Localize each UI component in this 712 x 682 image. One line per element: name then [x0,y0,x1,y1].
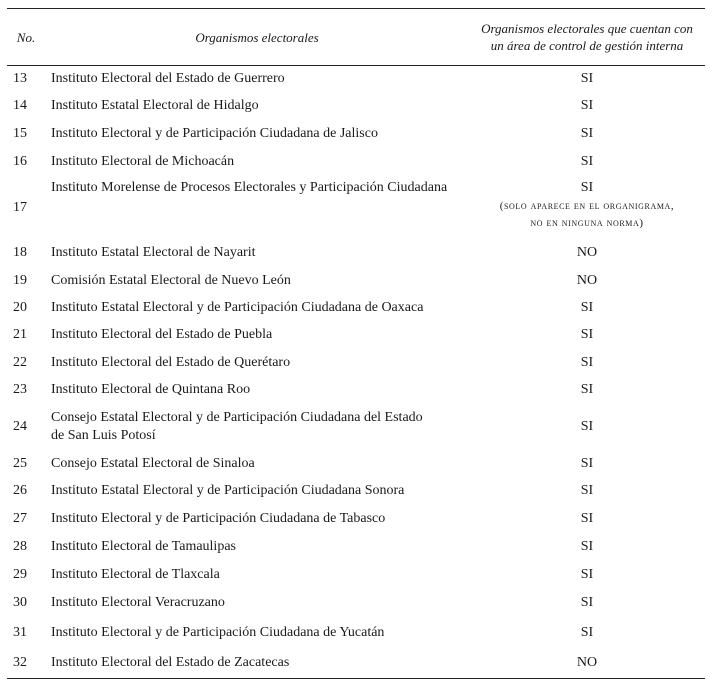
table-row [7,93,705,120]
header-area-line-1: Organismos electorales que cuentan con [481,21,693,36]
organism-name [45,533,469,561]
control-area-value [469,93,705,120]
footnote-line-2: no en ninguna norma) [530,216,644,229]
organism-name-line-1: Instituto Electoral de Tamaulipas [51,538,236,554]
table-row [7,648,705,679]
row-number: 14 [13,98,27,113]
organism-name-line-1: Instituto Electoral del Estado de Querétaro [51,354,291,370]
row-number: 17 [13,199,27,215]
organism-name [45,176,469,240]
organism-name [45,349,469,377]
header-organismos: Organismos electorales [195,29,319,45]
organism-name [45,240,469,267]
control-area-value [469,148,705,176]
control-area-answer: SI [580,98,594,113]
organism-name-line-1: Instituto Estatal Electoral de Hidalgo [51,98,259,113]
organism-name [45,377,469,404]
table-row [7,148,705,176]
row-number: 18 [13,245,27,260]
table-row [7,533,705,561]
row-number: 16 [13,153,27,169]
control-area-value [469,120,705,148]
row-number: 28 [13,538,27,554]
organism-name [45,648,469,679]
row-number: 25 [13,455,27,471]
organism-name-line-1: Instituto Electoral del Estado de Zacatecas [51,654,290,670]
table-row [7,589,705,618]
table-header [7,9,705,66]
electoral-bodies-table [7,8,705,679]
table-row [7,377,705,404]
control-area-value [469,267,705,295]
table-row [7,404,705,450]
table-row [7,295,705,322]
table-row [7,450,705,478]
organism-name-line-1: Instituto Electoral y de Participación Ciudadana de Tabasco [51,510,386,526]
control-area-value [469,648,705,679]
row-number: 20 [13,300,27,315]
control-area-value [469,561,705,589]
organism-name [45,66,469,93]
organism-name-line-1: Instituto Estatal Electoral de Nayarit [51,245,256,260]
organism-name [45,322,469,349]
table-row [7,66,705,93]
table-row [7,267,705,295]
row-number: 31 [13,624,27,640]
control-area-value [469,322,705,349]
control-area-answer: SI [580,125,594,141]
control-area-answer: SI [580,566,594,582]
organism-name [45,120,469,148]
organism-name-line-1: Instituto Estatal Electoral y de Participación Ciudadana de Oaxaca [51,300,424,315]
organism-name-line-1: Instituto Estatal Electoral y de Participación Ciudadana Sonora [51,483,405,498]
control-area-value [469,295,705,322]
organism-name-line-1: Instituto Electoral y de Participación Ciudadana de Jalisco [51,125,378,141]
table-row [7,240,705,267]
control-area-answer: SI [580,300,594,315]
table-row [7,505,705,533]
control-area-value [469,349,705,377]
organism-name-line-2: de San Luis Potosí [51,427,156,443]
organism-name [45,148,469,176]
row-number: 22 [13,354,27,370]
organism-name [45,450,469,478]
control-area-value [469,589,705,618]
table-row [7,349,705,377]
control-area-answer: NO [576,272,598,288]
row-number: 27 [13,510,27,526]
organism-name-line-1: Instituto Electoral del Estado de Puebla [51,327,273,342]
table-body [7,66,705,679]
organism-name-line-1: Instituto Electoral del Estado de Guerrero [51,71,285,87]
organism-name [45,478,469,505]
control-area-answer: SI [580,153,594,169]
header-area-line-2: un área de control de gestión interna [490,38,684,53]
organism-name-line-1: Comisión Estatal Electoral de Nuevo León [51,272,291,288]
table-row [7,322,705,349]
organism-name [45,267,469,295]
footnote-line-1: (solo aparece en el organigrama, [499,199,675,212]
control-area-answer: NO [576,245,598,260]
control-area-value [469,618,705,648]
table-row [7,561,705,589]
header-no: No. [16,29,36,45]
control-area-answer: SI [580,595,594,610]
row-number: 26 [13,483,27,498]
organism-name-line-1: Instituto Electoral y de Participación Ciudadana de Yucatán [51,624,385,640]
organism-name [45,505,469,533]
header-row [7,9,705,66]
organism-name [45,618,469,648]
row-number: 21 [13,327,27,342]
organism-name [45,295,469,322]
organism-name-line-1: Instituto Morelense de Procesos Electorales y Participación Ciudadana [51,179,448,195]
control-area-value [469,176,705,240]
row-number: 24 [13,418,27,434]
row-number: 13 [13,71,27,87]
control-area-answer: SI [580,354,594,370]
row-number: 32 [13,654,27,670]
control-area-answer: SI [580,455,594,471]
control-area-answer: SI [580,382,594,397]
control-area-value [469,505,705,533]
organism-name-line-1: Instituto Electoral de Michoacán [51,153,235,169]
table-row [7,120,705,148]
organism-name [45,561,469,589]
control-area-value [469,533,705,561]
control-area-value [469,450,705,478]
row-number: 23 [13,382,27,397]
row-number: 15 [13,125,27,141]
table-row [7,176,705,240]
control-area-answer: SI [580,418,594,434]
control-area-value [469,377,705,404]
control-area-answer: SI [580,538,594,554]
organism-name [45,404,469,450]
row-number: 30 [13,595,27,610]
control-area-answer: SI [580,483,594,498]
control-area-answer: NO [576,654,598,670]
row-number: 19 [13,272,27,288]
control-area-value [469,404,705,450]
organism-name-line-1: Consejo Estatal Electoral de Sinaloa [51,455,255,471]
control-area-answer: SI [580,71,594,87]
header-area-control [469,9,705,66]
control-area-value [469,478,705,505]
row-number: 29 [13,566,27,582]
control-area-value [469,240,705,267]
organism-name-line-1: Instituto Electoral de Quintana Roo [51,382,251,397]
control-area-answer: SI [580,327,594,342]
control-area-answer: SI [580,624,594,640]
organism-name [45,93,469,120]
organism-name-line-1: Instituto Electoral Veracruzano [51,595,225,610]
table-row [7,618,705,648]
control-area-value [469,66,705,93]
organism-name [45,589,469,618]
table-row [7,478,705,505]
organism-name-line-1: Consejo Estatal Electoral y de Participación Ciudadana del Estado [51,409,423,425]
organism-name-line-1: Instituto Electoral de Tlaxcala [51,566,220,582]
control-area-answer: SI [580,510,594,526]
control-area-answer: SI [580,179,594,195]
